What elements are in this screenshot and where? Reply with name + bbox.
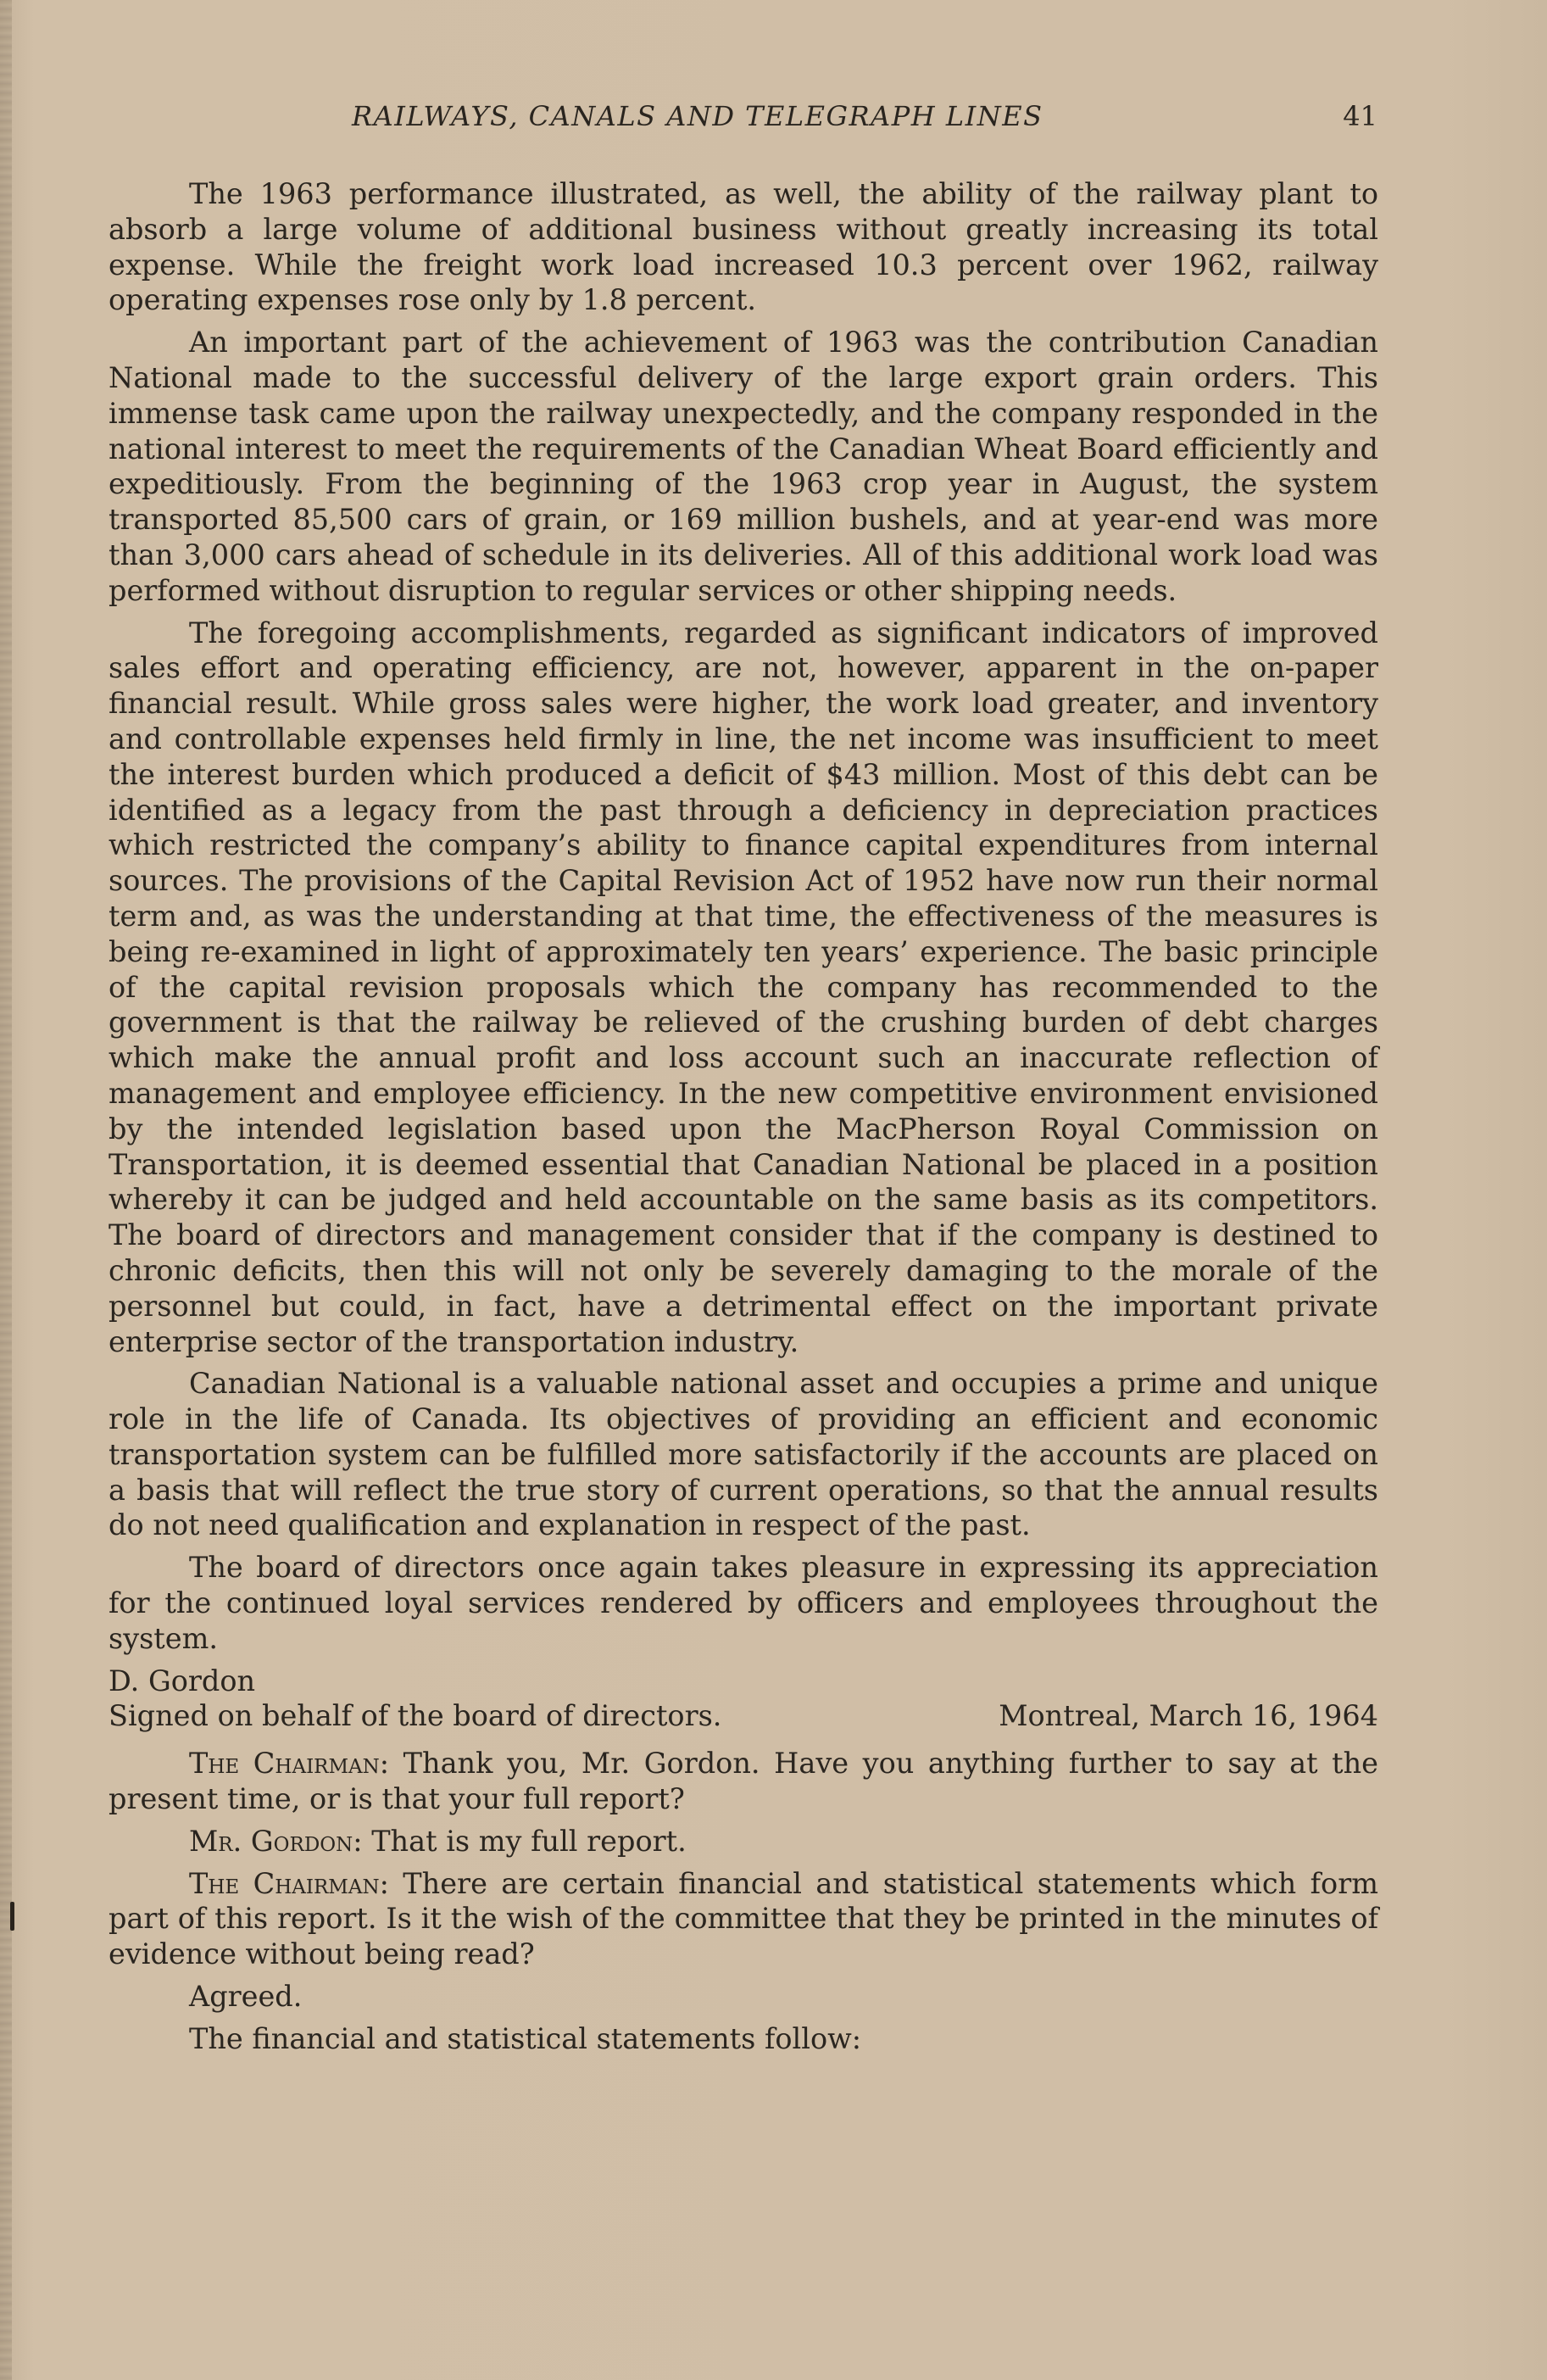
exchange-paragraph bbox=[109, 1746, 1378, 1817]
place-and-date: Montreal, March 16, 1964 bbox=[999, 1699, 1378, 1733]
paragraph: The board of directors once again takes pleasure in expressing its appreciation for the continued loyal services rendered by officers and employees throughout the system. bbox=[109, 1551, 1378, 1655]
speaker: The Chairman: bbox=[189, 1747, 390, 1781]
paragraph: Canadian National is a valuable national asset and occupies a prime and unique role in the life of Canada. Its objectives of providing an efficient and economic transportation system can be fulfilled more satisfactorily if the accounts are placed on a basis that will reflect the true story of current operations, so that the annual results do not need qualification and explanation in respect of the past. bbox=[109, 1367, 1378, 1542]
paragraph: The foregoing accomplishments, regarded as significant indicators of improved sales effort and operating efficiency, are not, however, apparent in the on-paper financial result. While gross sales were higher, the work load greater, and inventory and controllable expenses held firmly in line, the net income was insufficient to meet the interest burden which produced a deficit of $43 million. Most of this debt can be identified as a legacy from the past through a deficiency in depreciation practices which restricted the company’s ability to finance capital expenditures from internal sources. The provisions of the Capital Revision Act of 1952 have now run their normal term and, as was the understanding at that time, the effectiveness of the measures is being re-examined in light of approximately ten years’ experience. The basic principle of the capital revision proposals which the company has recommended to the government is that the railway be relieved of the crushing burden of debt charges which make the annual profit and loss account such an inaccurate reflection of management and employee efficiency. In the new competitive environment envisioned by the intended legislation based upon the MacPherson Royal Commission on Transportation, it is deemed essential that Canadian National be placed in a position whereby it can be judged and held accountable on the same basis as its competitors. The board of directors and management consider that if the company is destined to chronic deficits, then this will not only be severely damaging to the morale of the personnel but could, in fact, have a detrimental effect on the important private enterprise sector of the transportation industry. bbox=[109, 616, 1378, 1358]
speaker: Mr. Gordon: bbox=[189, 1824, 363, 1858]
binding-mark bbox=[10, 1902, 14, 1931]
exchange-paragraph bbox=[109, 1866, 1378, 1972]
page-header bbox=[110, 100, 1377, 142]
signature-line bbox=[109, 1698, 1378, 1734]
speaker: The Chairman: bbox=[189, 1866, 389, 1900]
statements-follow-line: The financial and statistical statements follow: bbox=[189, 2021, 862, 2055]
paragraph: The 1963 performance illustrated, as well, the ability of the railway plant to absorb a large volume of additional business without greatly increasing its total expense. While the freight work load increased 10.3 percent over 1962, railway operating expenses rose only by 1.8 percent. bbox=[109, 177, 1378, 317]
page-number: 41 bbox=[1343, 100, 1377, 132]
paragraph: An important part of the achievement of 1963 was the contribution Canadian National made to the successful delivery of the large export grain orders. This immense task came upon the railway unexpectedly, and the company responded in the national interest to meet the requirements of the Canadian Wheat Board efficiently and expeditiously. From the beginning of the 1963 crop year in August, the system transported 85,500 cars of grain, or 169 million bushels, and at year-end was more than 3,000 cars ahead of schedule in its deliveries. All of this additional work load was performed without disruption to regular services or other shipping needs. bbox=[109, 326, 1378, 607]
speech: That is my full report. bbox=[362, 1824, 687, 1858]
binding-edge bbox=[0, 0, 12, 2380]
speech: There are certain financial and statistical statements which form part of this report. Is it the wish of the committee that they be printed in the minutes of evidence without being read? bbox=[109, 1866, 1378, 1971]
signatory-name: D. Gordon bbox=[109, 1664, 256, 1697]
running-head: RAILWAYS, CANALS AND TELEGRAPH LINES bbox=[352, 100, 1043, 132]
exchange-paragraph bbox=[109, 1824, 1378, 1859]
page-body bbox=[109, 176, 1378, 2064]
speech: Thank you, Mr. Gordon. Have you anything further to say at the present time, or is that your full report? bbox=[109, 1747, 1378, 1816]
signed-on-behalf: Signed on behalf of the board of directors. bbox=[109, 1699, 722, 1733]
agreed-line: Agreed. bbox=[189, 1980, 303, 2014]
